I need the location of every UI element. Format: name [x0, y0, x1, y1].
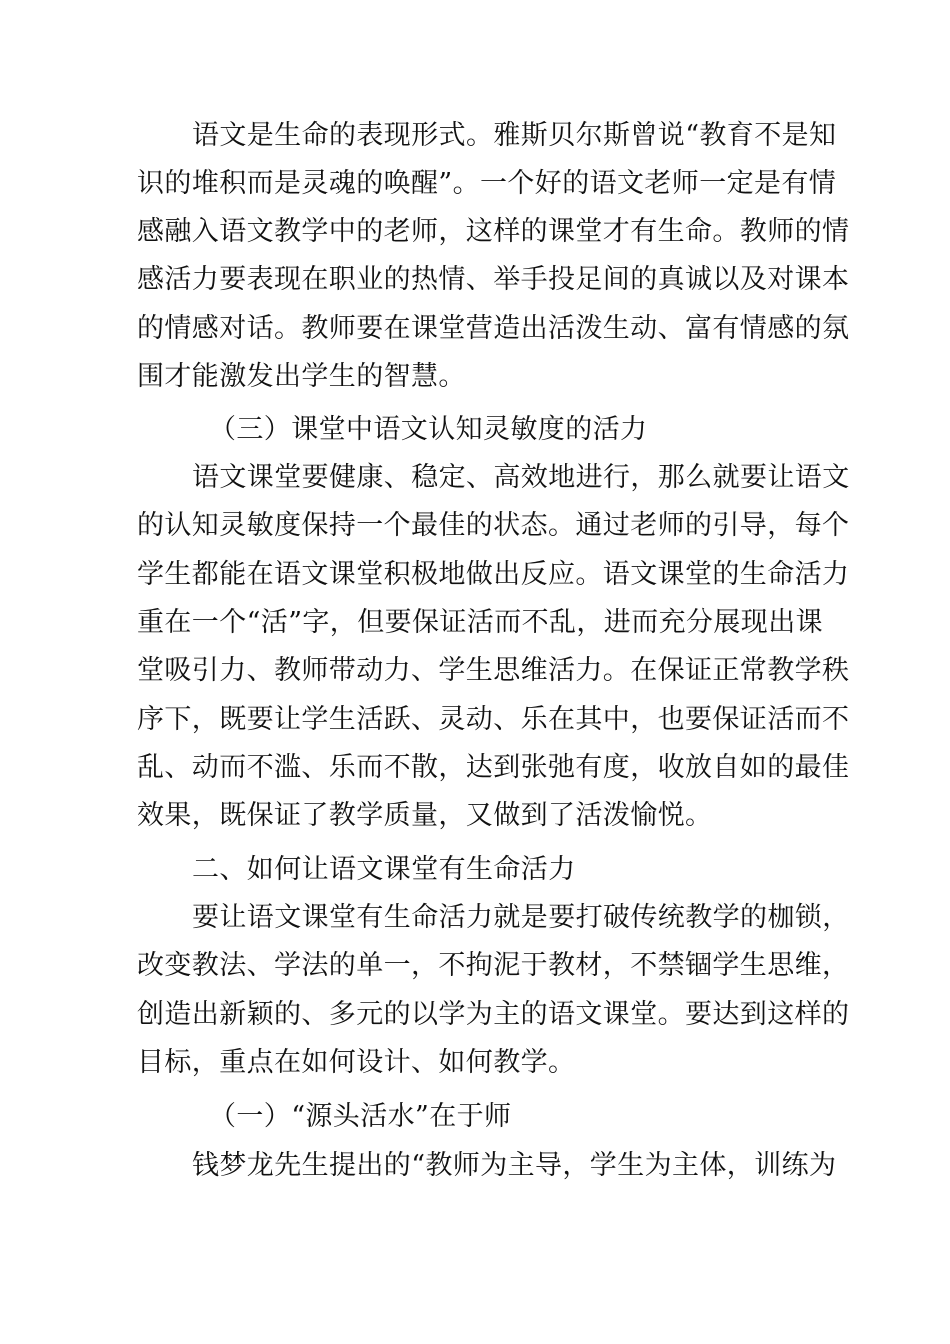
paragraph-line: 重在一个“活”字，但要保证活而不乱，进而充分展现出课 — [137, 607, 824, 638]
section-heading: （一）“源头活水”在于师 — [209, 1101, 512, 1132]
paragraph-line: 效果，既保证了教学质量，又做到了活泼愉悦。 — [137, 800, 713, 831]
paragraph-line: 感活力要表现在职业的热情、举手投足间的真诚以及对课本 — [137, 264, 850, 295]
paragraph-line: 识的堆积而是灵魂的唤醒”。一个好的语文老师一定是有情 — [137, 168, 837, 199]
paragraph-line: 感融入语文教学中的老师，这样的课堂才有生命。教师的情 — [137, 216, 850, 247]
paragraph-line: 围才能激发出学生的智慧。 — [137, 361, 466, 392]
paragraph-line: 堂吸引力、教师带动力、学生思维活力。在保证正常教学秩 — [137, 655, 850, 686]
paragraph-line: 要让语文课堂有生命活力就是要打破传统教学的枷锁， — [192, 902, 850, 933]
paragraph-line: 序下，既要让学生活跃、灵动、乐在其中，也要保证活而不 — [137, 704, 850, 735]
paragraph-line: 语文是生命的表现形式。雅斯贝尔斯曾说“教育不是知 — [192, 120, 837, 151]
paragraph-line: 学生都能在语文课堂积极地做出反应。语文课堂的生命活力 — [137, 559, 850, 590]
section-heading: 二、如何让语文课堂有生命活力 — [192, 854, 576, 885]
paragraph-line: 钱梦龙先生提出的“教师为主导，学生为主体，训练为 — [192, 1150, 837, 1181]
paragraph-line: 的情感对话。教师要在课堂营造出活泼生动、富有情感的氛 — [137, 313, 850, 344]
paragraph-line: 创造出新颖的、多元的以学为主的语文课堂。要达到这样的 — [137, 999, 850, 1030]
paragraph-line: 目标，重点在如何设计、如何教学。 — [137, 1047, 576, 1078]
paragraph-line: 的认知灵敏度保持一个最佳的状态。通过老师的引导，每个 — [137, 510, 850, 541]
paragraph-line: 乱、动而不滥、乐而不散，达到张弛有度，收放自如的最佳 — [137, 752, 850, 783]
paragraph-line: 改变教法、学法的单一，不拘泥于教材，不禁锢学生思维， — [137, 950, 850, 981]
section-heading: （三）课堂中语文认知灵敏度的活力 — [209, 414, 648, 445]
paragraph-line: 语文课堂要健康、稳定、高效地进行，那么就要让语文 — [192, 462, 850, 493]
